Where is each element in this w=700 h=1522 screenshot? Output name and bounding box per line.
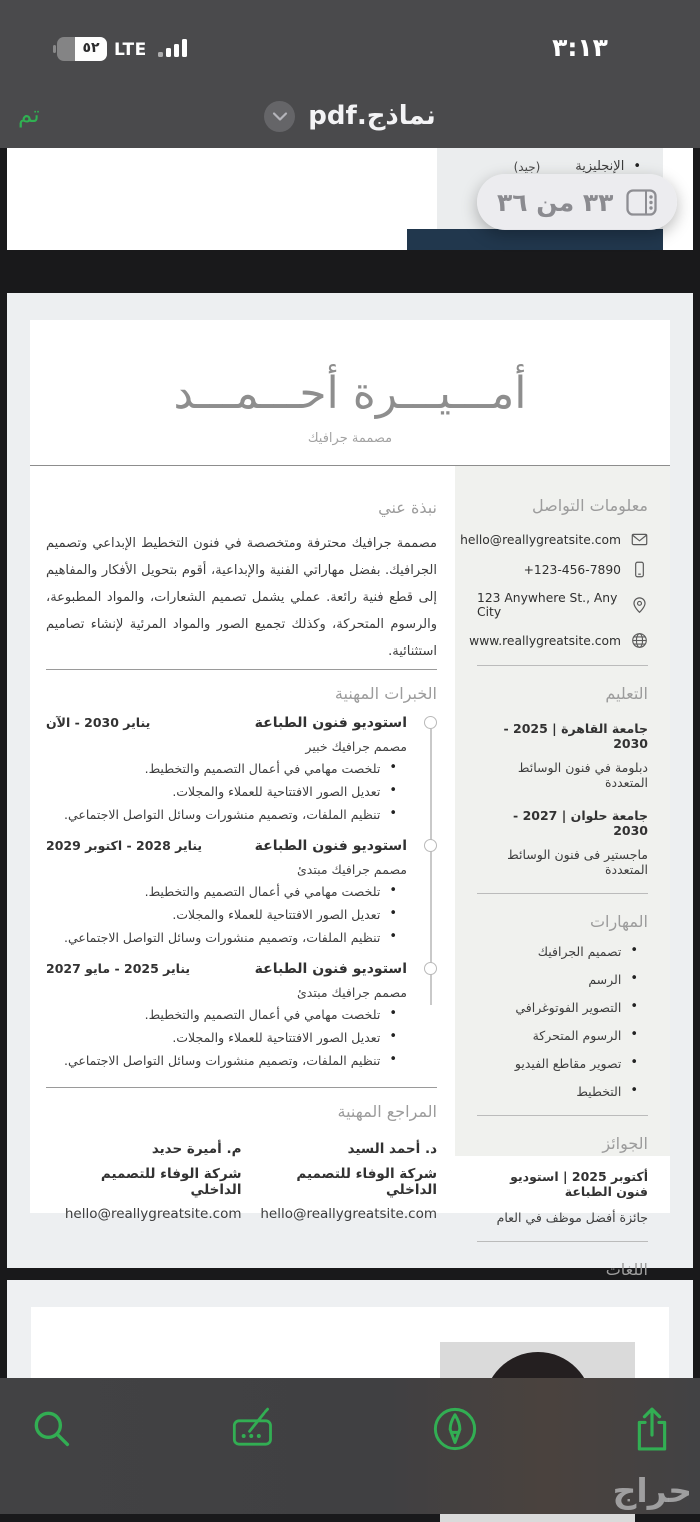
haraj-watermark: حراج — [612, 1471, 692, 1510]
page-thumbnails-icon — [626, 189, 657, 216]
resume-card — [30, 320, 670, 1279]
divider — [477, 893, 648, 894]
page32-language-level: (جيد) — [513, 159, 541, 174]
reference-company: شركة الوفاء للتصميم الداخلي — [100, 1166, 242, 1198]
battery-cap — [53, 45, 56, 53]
bottom-toolbar — [0, 1378, 700, 1514]
award-title: جائزة أفضل موظف في العام — [496, 1210, 648, 1225]
experience-company: استوديو فنون الطباعة — [254, 838, 407, 854]
signal-bars-icon — [158, 39, 187, 57]
experience-bullet: • تعديل الصور الافتتاحية للعملاء والمجلات. — [172, 906, 397, 922]
markup-pen-icon[interactable] — [431, 1406, 479, 1454]
page32-language-row — [514, 159, 641, 174]
contact-heading: معلومات التواصل — [531, 496, 648, 515]
status-time: ٣:١٣ — [552, 33, 608, 62]
location-pin-icon — [631, 597, 648, 614]
search-icon[interactable] — [28, 1406, 76, 1454]
experience-entry — [46, 838, 407, 946]
resume-main-column — [30, 466, 455, 1222]
experience-bullet: • تلخصت مهامي في أعمال التصميم والتخطيط. — [144, 883, 397, 899]
experience-heading: الخبرات المهنية — [334, 684, 437, 703]
references-heading: المراجع المهنية — [337, 1102, 437, 1121]
signature-markup-icon[interactable] — [229, 1406, 277, 1454]
experience-bullets — [46, 761, 407, 823]
experience-dates: يناير 2025 - مايو 2027 — [46, 961, 191, 976]
top-chrome — [0, 0, 700, 148]
reference-entry — [46, 1141, 242, 1222]
skill-item: • تصميم الجرافيك — [537, 943, 638, 959]
experience-role: مصمم جرافيك مبتدئ — [297, 862, 407, 877]
contact-row — [477, 591, 648, 619]
page-indicator-label: ٣٣ من ٣٦ — [497, 187, 614, 217]
battery-percent: ٥٢ — [82, 40, 100, 56]
battery-icon — [57, 37, 107, 61]
chevron-down-icon — [273, 112, 287, 121]
contact-row — [477, 561, 648, 578]
experience-bullet: • تلخصت مهامي في أعمال التصميم والتخطيط. — [144, 760, 397, 776]
page32-footer-bar — [407, 229, 663, 250]
done-button[interactable]: تم — [18, 102, 40, 128]
contact-list — [460, 531, 648, 649]
award-date-company: أكتوبر 2025 | استوديو فنون الطباعة — [510, 1169, 648, 1199]
resume-header — [30, 320, 670, 466]
experience-timeline — [46, 715, 437, 1069]
education-entry — [477, 808, 648, 877]
divider — [46, 669, 437, 670]
skill-item: • تصوير مقاطع الفيديو — [514, 1055, 638, 1071]
skill-item: • التصوير الفوتوغرافي — [515, 999, 638, 1015]
contact-website: www.reallygreatsite.com — [469, 633, 621, 648]
experience-bullet: • تلخصت مهامي في أعمال التصميم والتخطيط. — [144, 1006, 397, 1022]
contact-row — [460, 531, 648, 548]
experience-dates: يناير 2028 - اكتوبر 2029 — [46, 838, 203, 853]
education-entry — [477, 721, 648, 790]
experience-company: استوديو فنون الطباعة — [254, 961, 407, 977]
awards-heading: الجوائز — [602, 1134, 648, 1153]
contact-phone: +123-456-7890 — [523, 562, 621, 577]
reference-name: م. أميرة حديد — [151, 1141, 242, 1157]
education-school-dates: جامعة القاهرة | 2025 - 2030 — [503, 721, 648, 751]
envelope-icon — [631, 531, 648, 548]
document-title: نماذج.pdf — [308, 101, 436, 131]
pdf-page-33[interactable] — [7, 293, 693, 1279]
timeline-dot-icon — [424, 962, 437, 975]
experience-bullet: • تعديل الصور الافتتاحية للعملاء والمجلات. — [172, 783, 397, 799]
share-icon[interactable] — [628, 1406, 676, 1454]
education-degree: دبلومة في فنون الوسائط المتعددة — [517, 760, 648, 790]
divider — [477, 665, 648, 666]
about-text: مصممة جرافيك محترفة ومتخصصة في فنون التخطيط الإبداعي وتصميم الجرافيك. بفضل مهاراتي الفنية والإبداعية، أقوم بتحويل الأفكار والمفاهيم إلى قطع فنية رائعة. عملي يشمل تصميم الشعارات، والمواد المطبوعة، والرسوم المتحركة، وكذلك تجميع الصور والمواد المرئية لإنشاء تصاميم استثنائية. — [46, 536, 437, 659]
experience-role: مصمم جرافيك مبتدئ — [297, 985, 407, 1000]
page-indicator-badge[interactable] — [477, 174, 677, 230]
about-heading: نبذة عني — [378, 498, 437, 517]
globe-icon — [631, 632, 648, 649]
resume-sidebar — [455, 466, 670, 1279]
divider — [46, 1087, 437, 1088]
network-type-label: LTE — [114, 40, 147, 60]
experience-role: مصمم جرافيك خبير — [305, 739, 407, 754]
nav-title-row — [0, 98, 700, 134]
skill-item: • الرسم — [588, 971, 638, 987]
experience-dates: يناير 2030 - الآن — [46, 715, 151, 730]
timeline-dot-icon — [424, 716, 437, 729]
resume-name: أمـــيـــرة أحـــمـــد — [173, 368, 527, 419]
experience-entry — [46, 715, 407, 823]
contact-email: hello@reallygreatsite.com — [460, 532, 621, 547]
reference-entry — [242, 1141, 438, 1222]
skill-item: • الرسوم المتحركة — [532, 1027, 638, 1043]
experience-bullet: • تنظيم الملفات، وتصميم منشورات وسائل التواصل الاجتماعي. — [63, 806, 397, 822]
reference-email: hello@reallygreatsite.com — [64, 1206, 242, 1222]
bullet-dot: • — [633, 159, 641, 174]
resume-body — [30, 466, 670, 1279]
experience-entry — [46, 961, 407, 1069]
experience-bullet: • تنظيم الملفات، وتصميم منشورات وسائل التواصل الاجتماعي. — [63, 1052, 397, 1068]
skills-list — [477, 944, 648, 1099]
phone-icon — [631, 561, 648, 578]
languages-heading: اللغات — [605, 1260, 648, 1279]
contact-row — [469, 632, 648, 649]
title-menu-button[interactable] — [264, 101, 295, 132]
reference-email: hello@reallygreatsite.com — [260, 1206, 437, 1222]
reference-name: د. أحمد السيد — [347, 1141, 437, 1157]
contact-address: 123 Anywhere St., Any City — [477, 591, 618, 619]
page32-language: الإنجليزية — [575, 159, 625, 174]
education-heading: التعليم — [605, 684, 648, 703]
experience-bullets — [46, 1007, 407, 1069]
education-degree: ماجستير فى فنون الوسائط المتعددة — [507, 847, 648, 877]
experience-bullets — [46, 884, 407, 946]
experience-bullet: • تنظيم الملفات، وتصميم منشورات وسائل التواصل الاجتماعي. — [63, 929, 397, 945]
references-row — [46, 1141, 437, 1222]
resume-job-title: مصممة جرافيك — [307, 431, 393, 446]
reference-company: شركة الوفاء للتصميم الداخلي — [296, 1166, 437, 1198]
experience-company: استوديو فنون الطباعة — [254, 715, 407, 731]
education-school-dates: جامعة حلوان | 2027 - 2030 — [513, 808, 648, 838]
experience-bullet: • تعديل الصور الافتتاحية للعملاء والمجلات. — [172, 1029, 397, 1045]
timeline-dot-icon — [424, 839, 437, 852]
divider — [477, 1241, 648, 1242]
divider — [477, 1115, 648, 1116]
skill-item: • التخطيط — [576, 1083, 638, 1099]
skills-heading: المهارات — [589, 912, 648, 931]
